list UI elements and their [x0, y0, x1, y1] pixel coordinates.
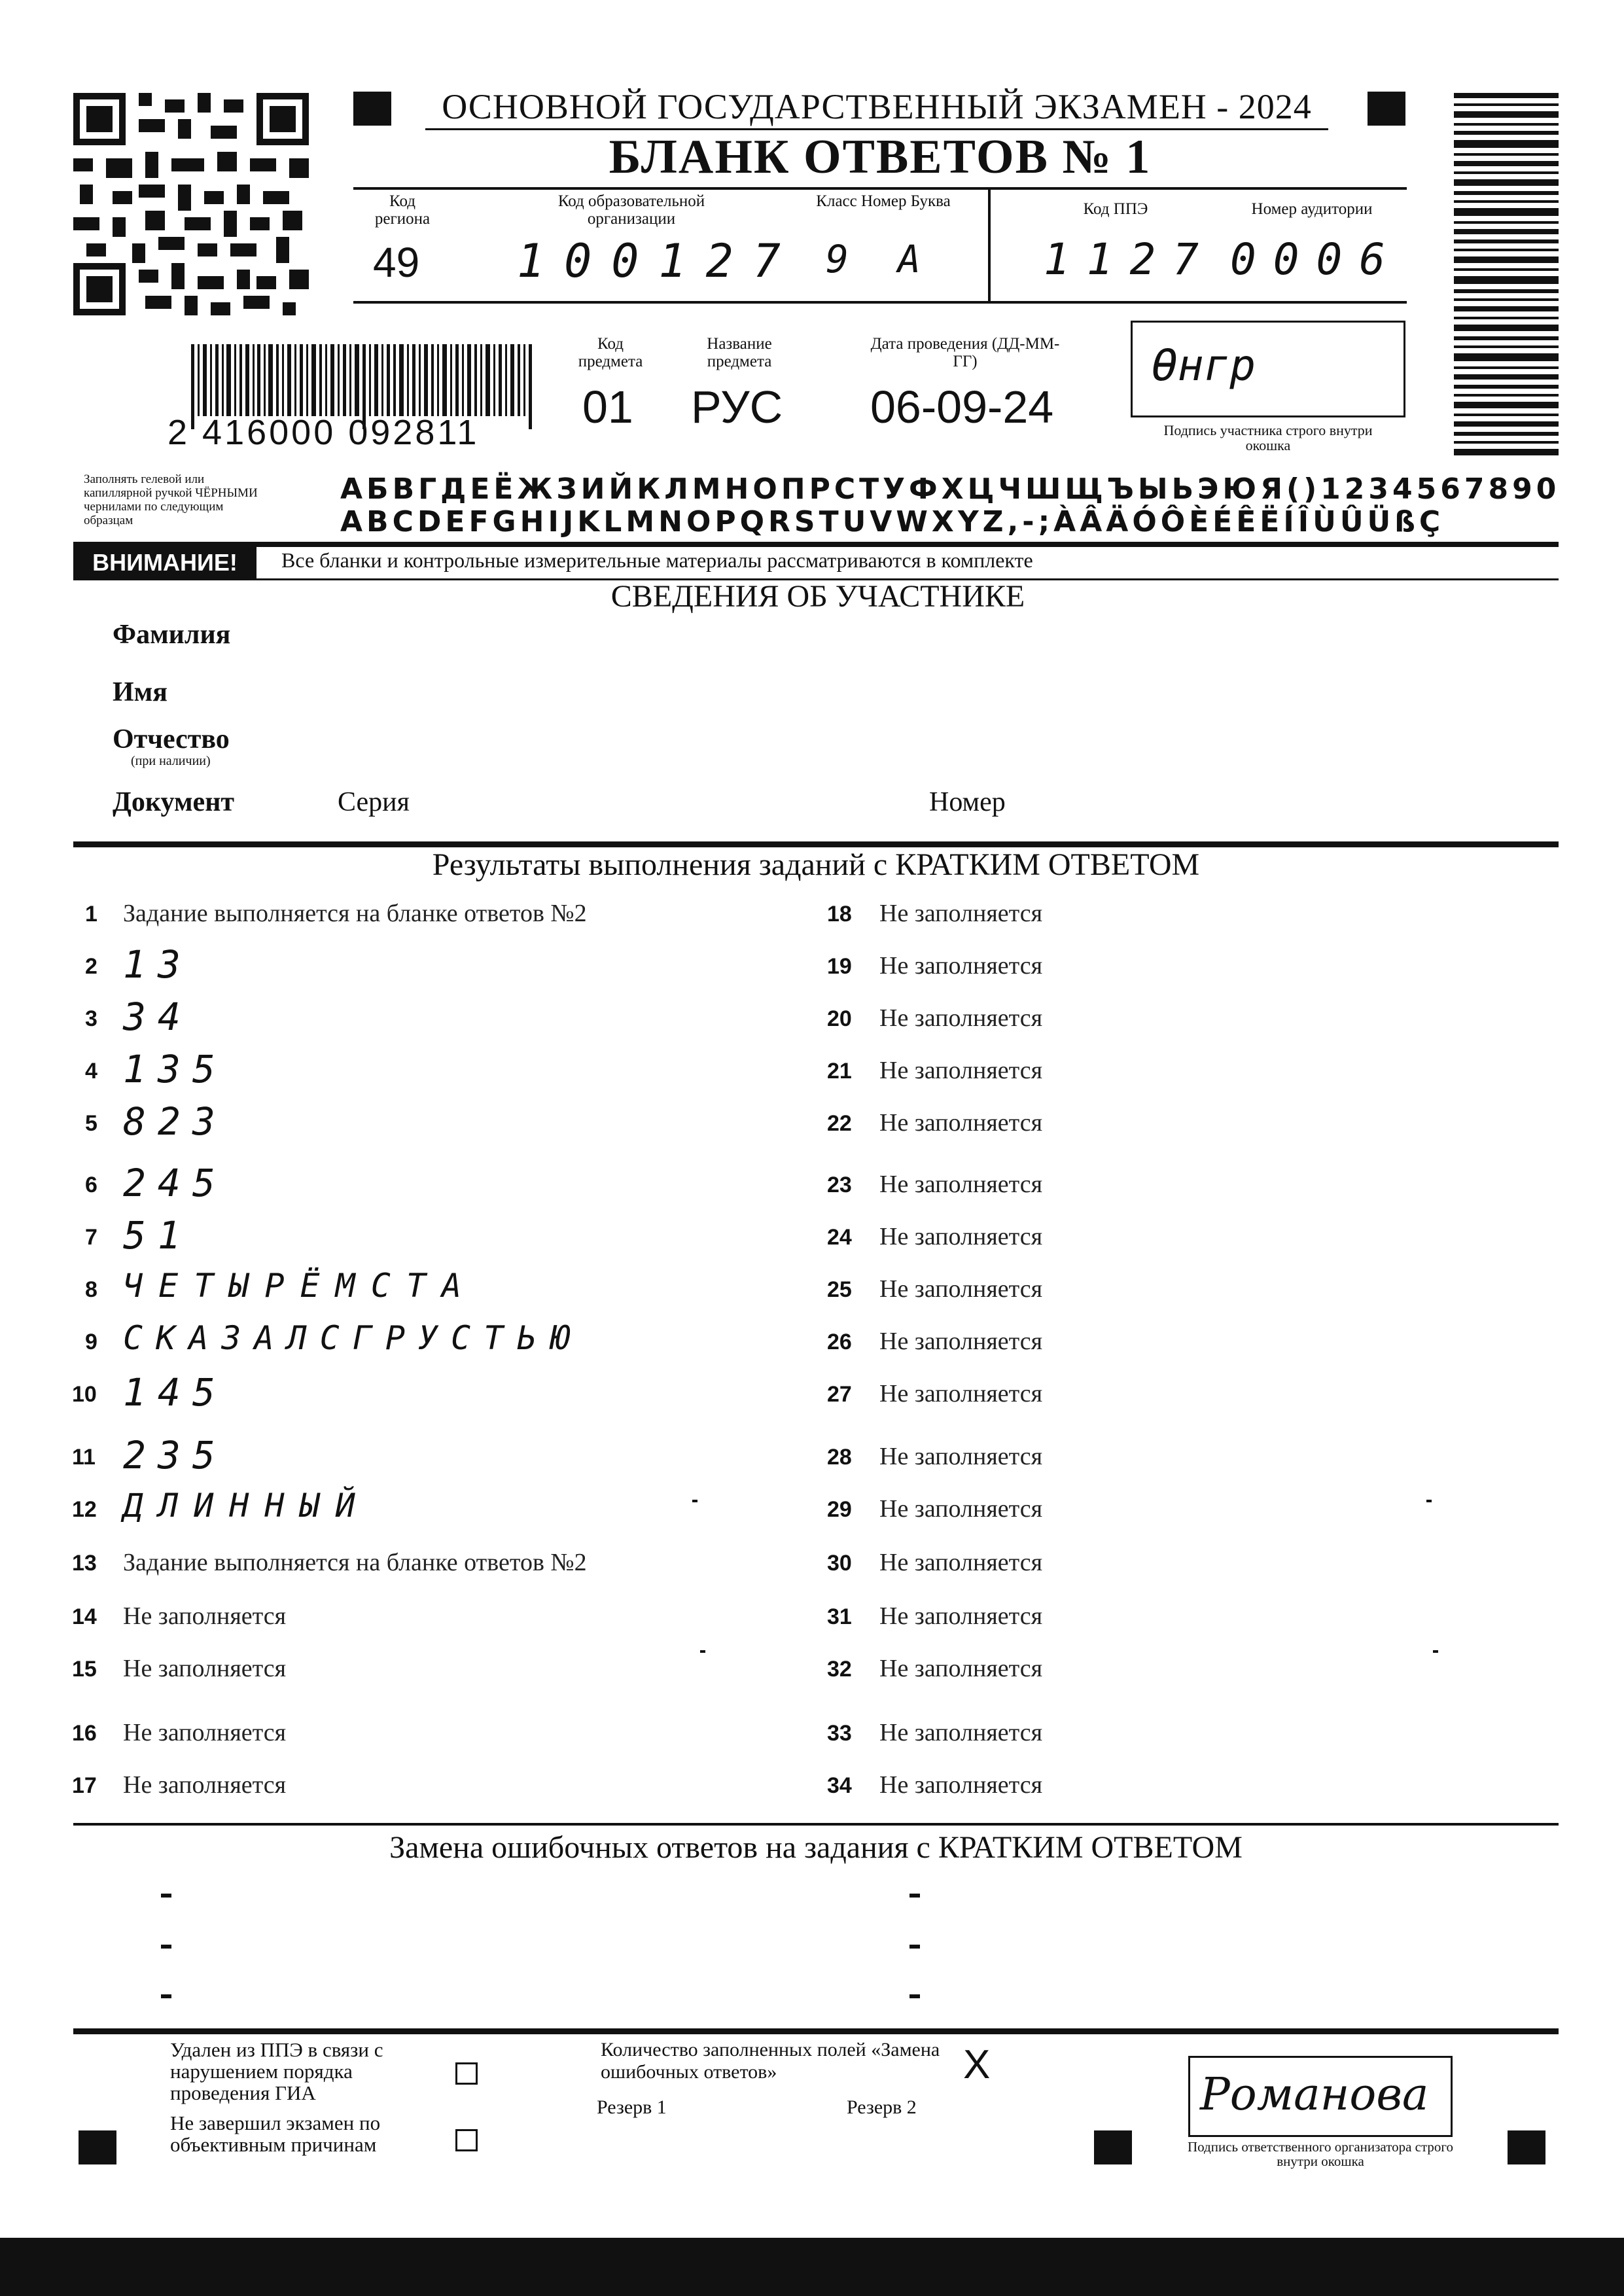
- answer-number: 31: [827, 1604, 852, 1629]
- not-finished-label: Не завершил экзамен по объективным причинам: [170, 2111, 381, 2156]
- subject-name-label: Название предмета: [707, 335, 772, 370]
- footer-top-rule: [73, 2028, 1559, 2034]
- class-letter: А: [898, 237, 921, 281]
- results-section-title: Результаты выполнения заданий с КРАТКИМ ОТВЕТОМ: [432, 847, 1200, 882]
- replaced-count-label: Количество заполненных полей «Замена ошибочных ответов»: [601, 2039, 940, 2083]
- exam-title: ОСНОВНОЙ ГОСУДАРСТВЕННЫЙ ЭКЗАМЕН - 2024: [425, 86, 1328, 130]
- participant-signature: Ѳнгр: [1152, 340, 1256, 391]
- answer-text: Не заполняется: [879, 1771, 1043, 1799]
- answer-number: 27: [827, 1382, 852, 1407]
- fill-instructions: Заполнять гелевой или капиллярной ручкой ЧЁРНЫМИ чернилами по следующим образцам: [84, 472, 258, 527]
- answer-handwritten[interactable]: 135: [123, 1047, 227, 1091]
- patronymic-note: (при наличии): [131, 754, 211, 768]
- room-label: Номер аудитории: [1251, 200, 1373, 218]
- answer-number: 32: [827, 1657, 852, 1682]
- answer-number: 8: [85, 1277, 97, 1302]
- patronymic-label: Отчество: [113, 724, 230, 754]
- room-value: 0006: [1230, 234, 1402, 285]
- subject-code-value: 01: [582, 381, 633, 433]
- org-label: Код образовательной организации: [557, 192, 705, 228]
- exam-date-label: Дата проведения (ДД-ММ-ГГ): [870, 335, 1060, 370]
- answer-text: Не заполняется: [123, 1655, 287, 1682]
- answer-text: Не заполняется: [879, 1495, 1043, 1523]
- surname-label: Фамилия: [113, 620, 231, 650]
- subject-name-value: РУС: [691, 381, 783, 433]
- answer-handwritten[interactable]: 823: [123, 1099, 227, 1144]
- replaced-count-value[interactable]: X: [963, 2042, 991, 2087]
- answer-number: 12: [72, 1497, 97, 1522]
- corner-marker-top-left: [353, 92, 391, 126]
- answer-handwritten[interactable]: ДЛИННЫЙ: [123, 1487, 371, 1525]
- answer-handwritten[interactable]: 13: [123, 942, 192, 987]
- answer-text: Не заполняется: [879, 1109, 1043, 1137]
- answer-text: Не заполняется: [879, 1328, 1043, 1355]
- document-number-label: Номер: [929, 787, 1006, 817]
- answer-text: Не заполняется: [123, 1602, 287, 1630]
- replacement-field-marker[interactable]: [161, 1994, 171, 1998]
- participant-signature-label: Подпись участника строго внутри окошка: [1163, 422, 1373, 453]
- answer-handwritten[interactable]: 34: [123, 995, 192, 1039]
- answer-text: Не заполняется: [879, 1655, 1043, 1682]
- qr-code-icon: [73, 93, 309, 315]
- stray-mark: [1426, 1500, 1432, 1502]
- stray-mark: [1433, 1650, 1438, 1653]
- organizer-signature-label: Подпись ответственного организатора строго внутри окошка: [1187, 2139, 1454, 2169]
- answer-text: Задание выполняется на бланке ответов №2: [123, 900, 587, 927]
- replacement-field-marker[interactable]: [909, 1894, 920, 1898]
- answer-number: 33: [827, 1721, 852, 1746]
- answer-number: 6: [85, 1173, 97, 1197]
- answer-number: 26: [827, 1330, 852, 1354]
- organizer-signature: Романова: [1200, 2069, 1429, 2121]
- removed-checkbox[interactable]: [455, 2062, 478, 2085]
- answer-text: Не заполняется: [879, 1223, 1043, 1250]
- answer-text: Не заполняется: [879, 1275, 1043, 1303]
- answer-number: 2: [85, 954, 97, 979]
- answer-text: Не заполняется: [123, 1771, 287, 1799]
- replacement-field-marker[interactable]: [161, 1945, 171, 1949]
- answer-handwritten[interactable]: СКАЗАЛСГРУСТЬЮ: [123, 1319, 582, 1357]
- answer-number: 25: [827, 1277, 852, 1302]
- attention-top-rule: [73, 542, 1559, 547]
- answer-number: 17: [72, 1773, 97, 1798]
- answer-number: 4: [85, 1059, 97, 1084]
- corner-marker-bottom-center: [1094, 2130, 1132, 2164]
- attention-badge: ВНИМАНИЕ!: [73, 547, 256, 578]
- barcode-number: 2 416000 092811: [168, 413, 480, 452]
- stray-mark: [700, 1650, 705, 1653]
- answer-number: 20: [827, 1006, 852, 1031]
- class-number: 9: [826, 237, 849, 281]
- region-label: Код региона: [374, 192, 431, 228]
- stray-mark: [692, 1500, 697, 1502]
- answer-text: Задание выполняется на бланке ответов №2: [123, 1549, 587, 1576]
- document-series-label: Серия: [338, 787, 410, 817]
- answer-number: 14: [72, 1604, 97, 1629]
- answer-text: Не заполняется: [879, 1380, 1043, 1407]
- answer-number: 16: [72, 1721, 97, 1746]
- answer-number: 18: [827, 902, 852, 927]
- subject-code-label: Код предмета: [578, 335, 643, 370]
- answer-number: 10: [72, 1382, 97, 1407]
- side-barcode-icon: [1454, 93, 1559, 459]
- answer-number: 9: [85, 1330, 97, 1354]
- answer-handwritten[interactable]: 145: [123, 1370, 227, 1415]
- answer-handwritten[interactable]: ЧЕТЫРЁМСТА: [123, 1267, 478, 1305]
- not-finished-checkbox[interactable]: [455, 2129, 478, 2151]
- bottom-black-band: [0, 2238, 1624, 2296]
- answer-text: Не заполняется: [879, 952, 1043, 980]
- sample-alphabet-cyrillic: АБВГДЕЁЖЗИЙКЛМНОПРСТУФХЦЧШЩЪЫЬЭЮЯ()1234567890: [340, 472, 1561, 506]
- region-value: 49: [373, 239, 420, 286]
- codes-bottom-rule: [353, 301, 1407, 304]
- answer-number: 23: [827, 1173, 852, 1197]
- answer-handwritten[interactable]: 51: [123, 1213, 192, 1258]
- answer-number: 11: [72, 1445, 96, 1470]
- replacement-top-rule: [73, 1823, 1559, 1826]
- sample-alphabet-latin: ABCDEFGHIJKLMNOPQRSTUVWXYZ,-;ÀÂÄÓÔÈÉÊËÍÎÙÛÜßÇ: [340, 505, 1445, 539]
- replacement-field-marker[interactable]: [909, 1945, 920, 1949]
- answer-number: 24: [827, 1225, 852, 1250]
- ppe-value: 1127: [1044, 234, 1216, 285]
- answer-number: 30: [827, 1551, 852, 1576]
- codes-top-rule: [353, 187, 1407, 190]
- name-label: Имя: [113, 677, 168, 707]
- answer-number: 29: [827, 1497, 852, 1522]
- answer-text: Не заполняется: [879, 1719, 1043, 1746]
- attention-text: Все бланки и контрольные измерительные материалы рассматриваются в комплекте: [281, 548, 1033, 572]
- answer-number: 34: [827, 1773, 852, 1798]
- class-label: Класс Номер Буква: [816, 192, 951, 210]
- answer-number: 3: [85, 1006, 97, 1031]
- answer-text: Не заполняется: [879, 1443, 1043, 1470]
- removed-label: Удален из ППЭ в связи с нарушением порядка проведения ГИА: [170, 2038, 383, 2104]
- replacement-section-title: Замена ошибочных ответов на задания с КРАТКИМ ОТВЕТОМ: [389, 1830, 1243, 1865]
- answer-text: Не заполняется: [123, 1719, 287, 1746]
- answer-number: 28: [827, 1445, 852, 1470]
- answer-text: Не заполняется: [879, 900, 1043, 927]
- codes-divider: [988, 187, 991, 304]
- answer-text: Не заполняется: [879, 1549, 1043, 1576]
- answer-number: 5: [85, 1111, 97, 1136]
- participant-section-title: СВЕДЕНИЯ ОБ УЧАСТНИКЕ: [610, 579, 1025, 614]
- replacement-field-marker[interactable]: [161, 1894, 171, 1898]
- exam-date-value: 06-09-24: [870, 381, 1054, 433]
- corner-marker-bottom-left: [79, 2130, 116, 2164]
- answer-number: 7: [85, 1225, 97, 1250]
- answer-text: Не заполняется: [879, 1004, 1043, 1032]
- replacement-field-marker[interactable]: [909, 1994, 920, 1998]
- document-label: Документ: [113, 787, 235, 817]
- answer-text: Не заполняется: [879, 1602, 1043, 1630]
- corner-marker-top-right: [1368, 92, 1405, 126]
- org-value: 100127: [517, 234, 800, 288]
- reserve1-label: Резерв 1: [597, 2096, 667, 2118]
- answer-handwritten[interactable]: 245: [123, 1161, 227, 1205]
- answer-number: 22: [827, 1111, 852, 1136]
- corner-marker-bottom-right: [1508, 2130, 1545, 2164]
- answer-number: 1: [85, 902, 97, 927]
- answer-number: 15: [72, 1657, 97, 1682]
- form-title: БЛАНК ОТВЕТОВ № 1: [609, 130, 1152, 184]
- ppe-label: Код ППЭ: [1083, 200, 1148, 218]
- reserve2-label: Резерв 2: [847, 2096, 917, 2118]
- answer-number: 13: [72, 1551, 97, 1576]
- answer-text: Не заполняется: [879, 1057, 1043, 1084]
- answer-handwritten[interactable]: 235: [123, 1433, 227, 1477]
- answer-number: 21: [827, 1059, 852, 1084]
- answer-text: Не заполняется: [879, 1171, 1043, 1198]
- answer-number: 19: [827, 954, 852, 979]
